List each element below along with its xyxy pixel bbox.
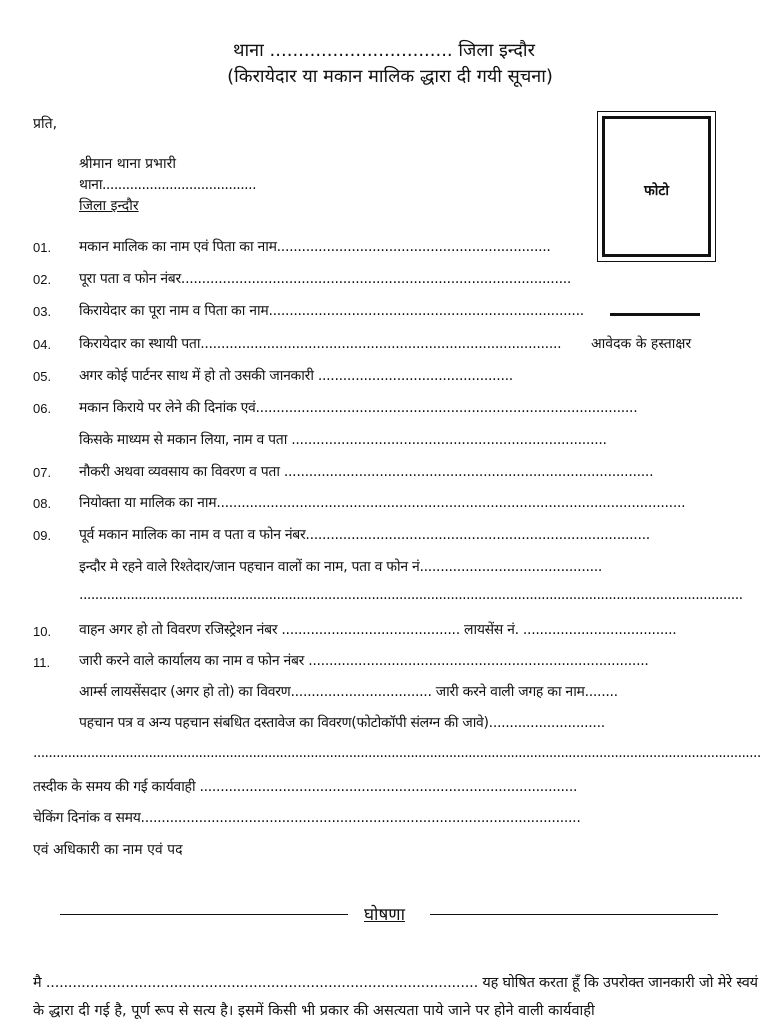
item-text: नियोक्ता या मालिक का नाम................................................................................................................. [79,495,686,511]
item-num: 03. [33,304,52,319]
address-line-3: जिला इन्दौर [79,198,139,214]
declaration-line-1: मै .................................................................................................. यह घोषित करता हूँ कि उपरोक्त जानकारी जो मेरे स्वयं [33,975,758,991]
item-text: किसके माध्यम से मकान लिया, नाम व पता ............................................................................ [79,432,607,448]
item-text: पूरा पता व फोन नंबर.............................................................................................. [79,271,572,287]
item-text: किरायेदार का स्थायी पता....................................................................................... [79,336,562,352]
item-text: पूर्व मकान मालिक का नाम व पता व फोन नंबर................................................................................... [79,527,650,543]
item-num: 07. [33,465,52,480]
footer-dots: ............................................................................................................................................................................................. [33,745,761,761]
signature-label: आवेदक के हस्ताक्षर [591,336,692,352]
tasdeek-line: तस्दीक के समय की गई कार्यवाही ........................................................................................... [33,779,578,795]
item-text: ........................................................................................................................................................................ [79,587,743,603]
adhikari-line: एवं अधिकारी का नाम एवं पद [33,842,183,858]
item-num: 01. [33,240,52,255]
header-line-1: थाना ................................ जिला इन्दौर [233,40,535,61]
item-text: आर्म्स लायसेंसदार (अगर हो तो) का विवरण.................................. जारी करने वाली जगह का नाम........ [79,684,618,700]
item-text: वाहन अगर हो तो विवरण रजिस्ट्रेशन नंबर ........................................... लायसेंस नं. ..................................... [79,622,677,638]
signature-line [610,313,700,316]
item-text: मकान मालिक का नाम एवं पिता का नाम.................................................................. [79,239,551,255]
item-text: जारी करने वाले कार्यालय का नाम व फोन नंबर .................................................................................. [79,653,649,669]
address-line-1: श्रीमान थाना प्रभारी [79,156,176,172]
item-text: नौकरी अथवा व्यवसाय का विवरण व पता ......................................................................................... [79,464,654,480]
item-text: पहचान पत्र व अन्य पहचान संबधित दस्तावेज का विवरण(फोटोकॉपी संलग्न की जावे)............................ [79,715,605,731]
item-num: 11. [33,655,51,670]
photo-box [597,111,716,262]
item-num: 08. [33,496,52,511]
declaration-title: घोषणा [364,905,405,925]
prati-label: प्रति, [33,116,58,132]
item-num: 04. [33,337,52,352]
photo-label: फोटो [643,183,670,199]
checking-line: चेकिंग दिनांक व समय.......................................................................................................... [33,810,581,826]
item-text: अगर कोई पार्टनर साथ में हो तो उसकी जानकारी ............................................... [79,368,513,384]
divider-right [430,914,718,915]
item-num: 09. [33,528,52,543]
photo-frame [602,116,711,257]
divider-left [60,914,348,915]
declaration-line-2: के द्धारा दी गई है, पूर्ण रूप से सत्य है। इसमें किसी भी प्रकार की असत्यता पाये जाने पर होने वाली कार्यवाही [33,1003,595,1019]
item-text: मकान किराये पर लेने की दिनांक एवं............................................................................................ [79,400,638,416]
item-num: 06. [33,401,52,416]
item-num: 10. [33,624,52,639]
item-text: इन्दौर मे रहने वाले रिश्तेदार/जान पहचान वालों का नाम, पता व फोन नं............................................ [79,559,603,575]
item-num: 02. [33,272,52,287]
item-text: किरायेदार का पूरा नाम व पिता का नाम............................................................................ [79,303,584,319]
header-line-2: (किरायेदार या मकान मालिक द्धारा दी गयी सूचना) [227,66,553,87]
item-num: 05. [33,369,52,384]
address-line-2: थाना....................................... [79,177,257,193]
